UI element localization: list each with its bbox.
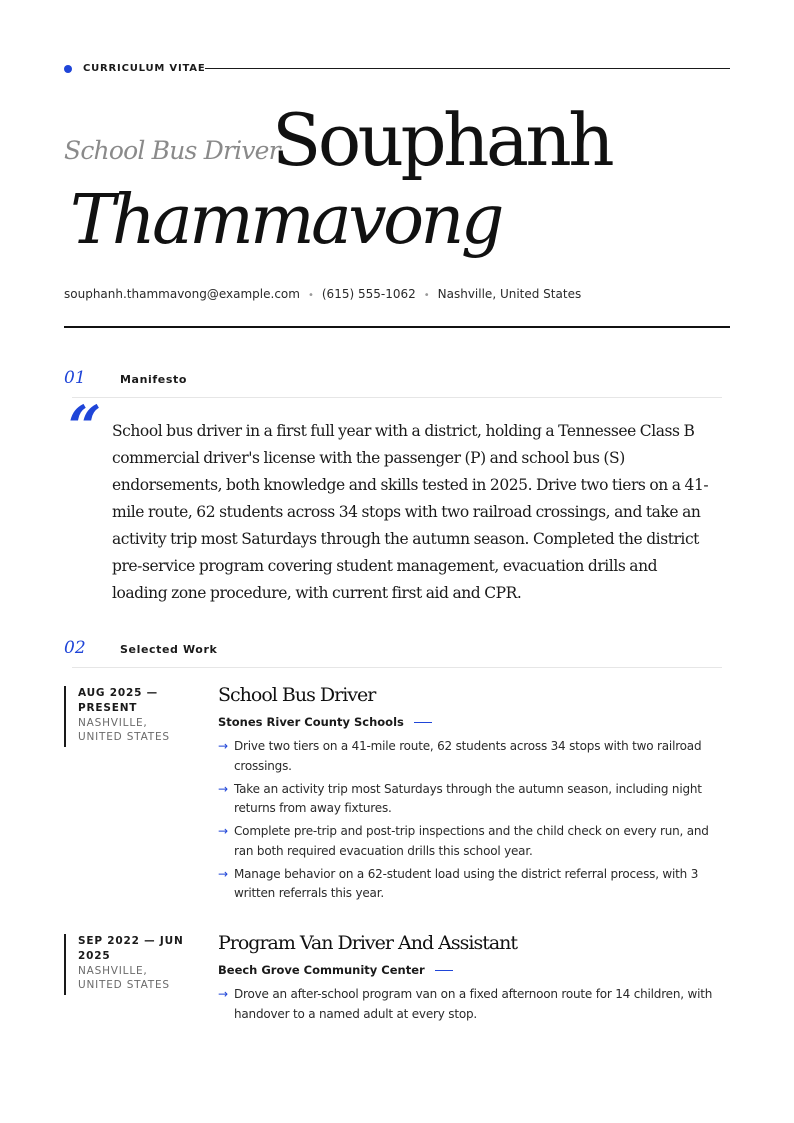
arrow-right-icon: →	[218, 866, 228, 881]
list-item: → Drive two tiers on a 41-mile route, 62 students across 34 stops with two railroad crossings.	[218, 739, 702, 773]
quote-icon: “	[68, 393, 102, 461]
job-meta	[64, 686, 196, 747]
contact-separator: •	[307, 290, 314, 301]
job-dates: SEP 2022 — JUN 2025	[78, 935, 184, 962]
job-bullets	[218, 737, 728, 907]
job-organization-name: Beech Grove Community Center	[218, 963, 425, 977]
arrow-right-icon: →	[218, 781, 228, 796]
job-title: School Bus Driver	[218, 684, 376, 706]
header-divider	[64, 326, 730, 328]
job-organization-name: Stones River County Schools	[218, 715, 404, 729]
role-title: School Bus Driver	[64, 136, 280, 165]
list-item: → Drove an after-school program van on a fixed afternoon route for 14 children, with handover to a named adult at every stop.	[218, 987, 713, 1021]
contact-email[interactable]: souphanh.thammavong@example.com	[64, 287, 300, 301]
section-rule	[72, 397, 722, 398]
label-rule	[205, 68, 730, 69]
job-organization	[218, 963, 453, 977]
list-item: → Complete pre-trip and post-trip inspections and the child check on every run, and ran both required evacuation drills this school year.	[218, 824, 709, 858]
section-title-work: Selected Work	[120, 643, 218, 656]
job-bullets	[218, 985, 728, 1028]
job-meta	[64, 934, 196, 995]
contact-phone[interactable]: (615) 555-1062	[321, 287, 416, 301]
org-dash	[414, 722, 432, 723]
job-location: NASHVILLE, UNITED STATES	[78, 965, 170, 991]
job-location: NASHVILLE, UNITED STATES	[78, 717, 170, 743]
job-organization	[218, 715, 432, 729]
last-name: Thammavong	[70, 181, 501, 260]
section-number: 02	[64, 638, 86, 658]
manifesto-text: School bus driver in a first full year with a district, holding a Tennessee Class B commercial driver's license with the passenger (P) and school bus (S) endorsements, both knowledge and skills tested in 2025. Drive two tiers on a 41-mile route, 62 students across 34 stops with two railroad crossings, and take an activity trip most Saturdays through the autumn season. Completed the district pre-service program covering student management, evacuation drills and loading zone procedure, with current first aid and CPR.	[112, 422, 709, 602]
list-item: → Take an activity trip most Saturdays through the autumn season, including night returns from away fixtures.	[218, 781, 702, 815]
section-number: 01	[64, 368, 86, 388]
arrow-right-icon: →	[218, 824, 228, 838]
job-dates: AUG 2025 — PRESENT	[78, 687, 158, 714]
section-title-manifesto: Manifesto	[120, 373, 187, 386]
arrow-right-icon: →	[218, 987, 228, 1001]
arrow-right-icon: →	[218, 739, 228, 753]
org-dash	[435, 970, 453, 971]
first-name: Souphanh	[272, 98, 612, 182]
section-rule	[72, 667, 722, 668]
dot-icon	[64, 65, 72, 73]
list-item: → Manage behavior on a 62-student load using the district referral process, with 3 written referrals this year.	[218, 866, 699, 900]
contact-location: Nashville, United States	[437, 287, 582, 301]
contact-separator: •	[423, 290, 430, 301]
contact-line	[64, 286, 581, 304]
document-label-text: CURRICULUM VITAE	[83, 63, 206, 74]
document-label	[64, 62, 730, 76]
job-title: Program Van Driver And Assistant	[218, 932, 518, 954]
